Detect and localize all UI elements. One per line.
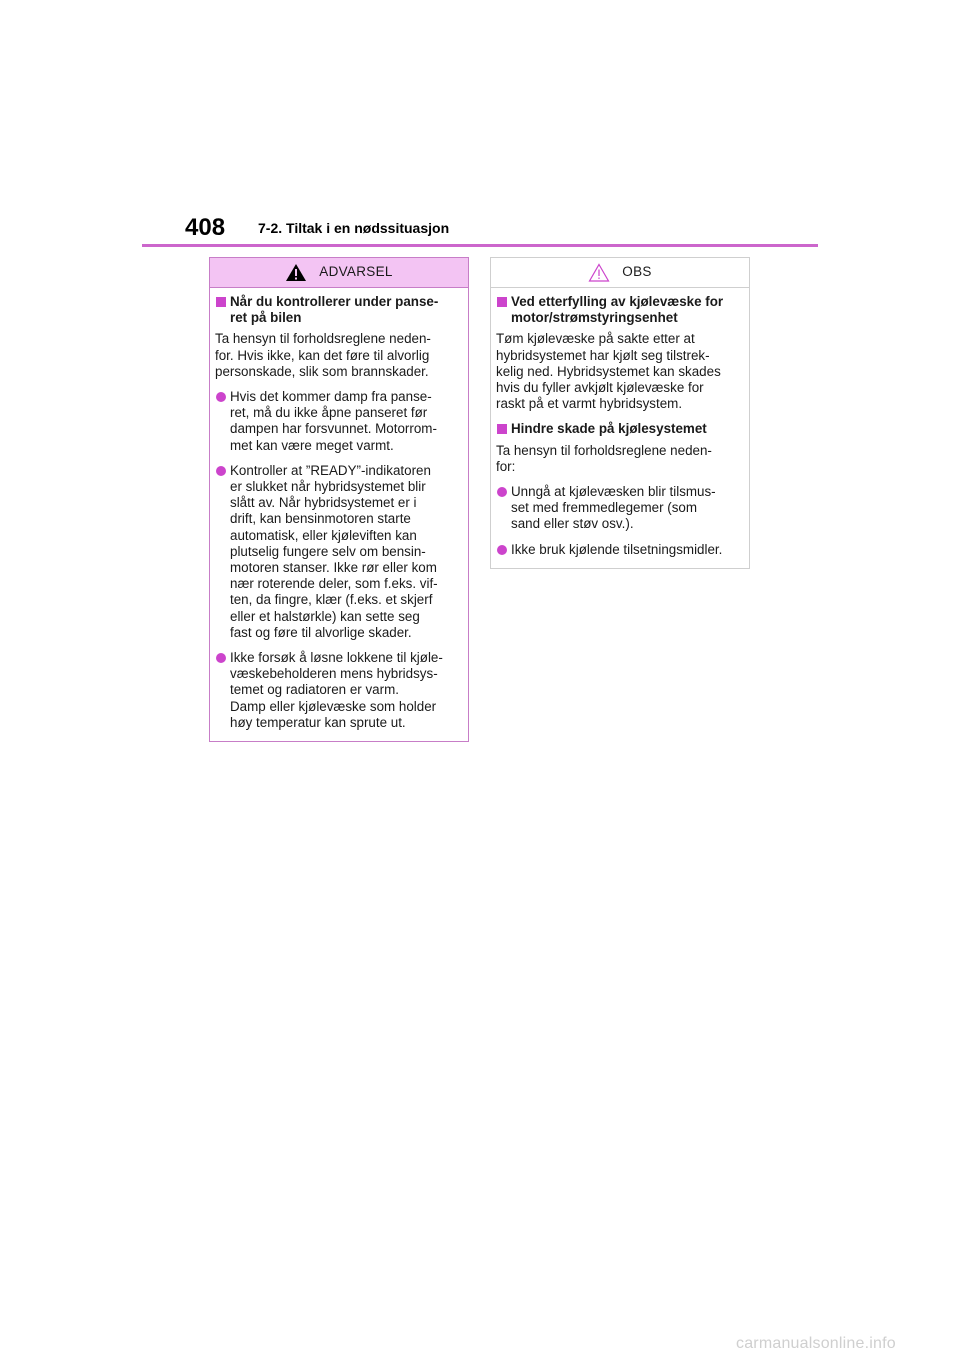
warning-box [209,257,469,742]
list-item-text: Kontroller at ”READY”-indikatoren er slukket når hybridsystemet blir slått av. Når hybridsystemet er i drift, kan bensinmotoren starte automatisk, eller kjøleviften kan plutselig fungere selv om bensin- motoren stanser. Ikke rør eller kom nær roterende deler, som f.eks. vif- ten, da fingre, klær (f.eks. et skjerf eller et halstørkle) kan sette seg fast og føre til alvorlige skader. [230,462,438,640]
circle-bullet-icon [216,653,226,663]
notice-box-body [491,288,749,558]
warning-box-header [210,258,468,288]
notice-paragraph: Ta hensyn til forholdsreglene neden- for: [496,442,712,474]
warning-box-title: ADVARSEL [319,264,393,280]
page-number: 408 [185,214,226,241]
section-title: 7-2. Tiltak i en nødssituasjon [258,220,450,236]
footer-watermark: carmanualsonline.info [736,1335,896,1352]
warning-triangle-filled-icon [285,263,307,282]
list-item [215,389,462,454]
list-item [215,463,462,641]
circle-bullet-icon [216,392,226,402]
warning-intro: Ta hensyn til forholdsreglene neden- for. Hvis ikke, kan det føre til alvorlig personskade, slik som brannskader. [215,331,431,379]
notice-subheading [496,294,743,326]
warning-triangle-outline-icon [588,263,610,282]
notice-box [490,257,750,569]
notice-subheading-text: Hindre skade på kjølesystemet [511,421,707,437]
notice-subheading-text: Ved etterfylling av kjølevæske for motor/strømstyringsenhet [511,294,724,326]
notice-paragraph: Tøm kjølevæske på sakte etter at hybridsystemet har kjølt seg tilstrek- kelig ned. Hybridsystemet kan skades hvis du fyller avkjølt kjølevæske for raskt på et varmt hybridsystem. [496,331,721,412]
header-rule [142,244,818,247]
notice-subheading [496,421,743,437]
circle-bullet-icon [497,487,507,497]
list-item-text: Unngå at kjølevæsken blir tilsmus- set med fremmedlegemer (som sand eller støv osv.). [511,484,716,532]
circle-bullet-icon [497,545,507,555]
list-item [496,542,743,558]
warning-subheading-text: Når du kontrollerer under panse- ret på bilen [230,294,439,326]
list-item-text: Hvis det kommer damp fra panse- ret, må du ikke åpne panseret før dampen har forsvunnet. Motorrom- met kan være meget varmt. [230,389,437,453]
notice-box-title: OBS [622,264,652,280]
square-bullet-icon [216,297,226,307]
notice-box-header [491,258,749,288]
list-item-text: Ikke forsøk å løsne lokkene til kjøle- væskebeholderen mens hybridsys- temet og radiatoren er varm. Damp eller kjølevæske som holder høy temperatur kan sprute ut. [230,650,443,730]
list-item [215,650,462,731]
square-bullet-icon [497,297,507,307]
circle-bullet-icon [216,466,226,476]
list-item-text: Ikke bruk kjølende tilsetningsmidler. [511,541,723,557]
warning-box-body [210,288,468,731]
warning-subheading [215,294,462,326]
square-bullet-icon [497,424,507,434]
list-item [496,484,743,533]
